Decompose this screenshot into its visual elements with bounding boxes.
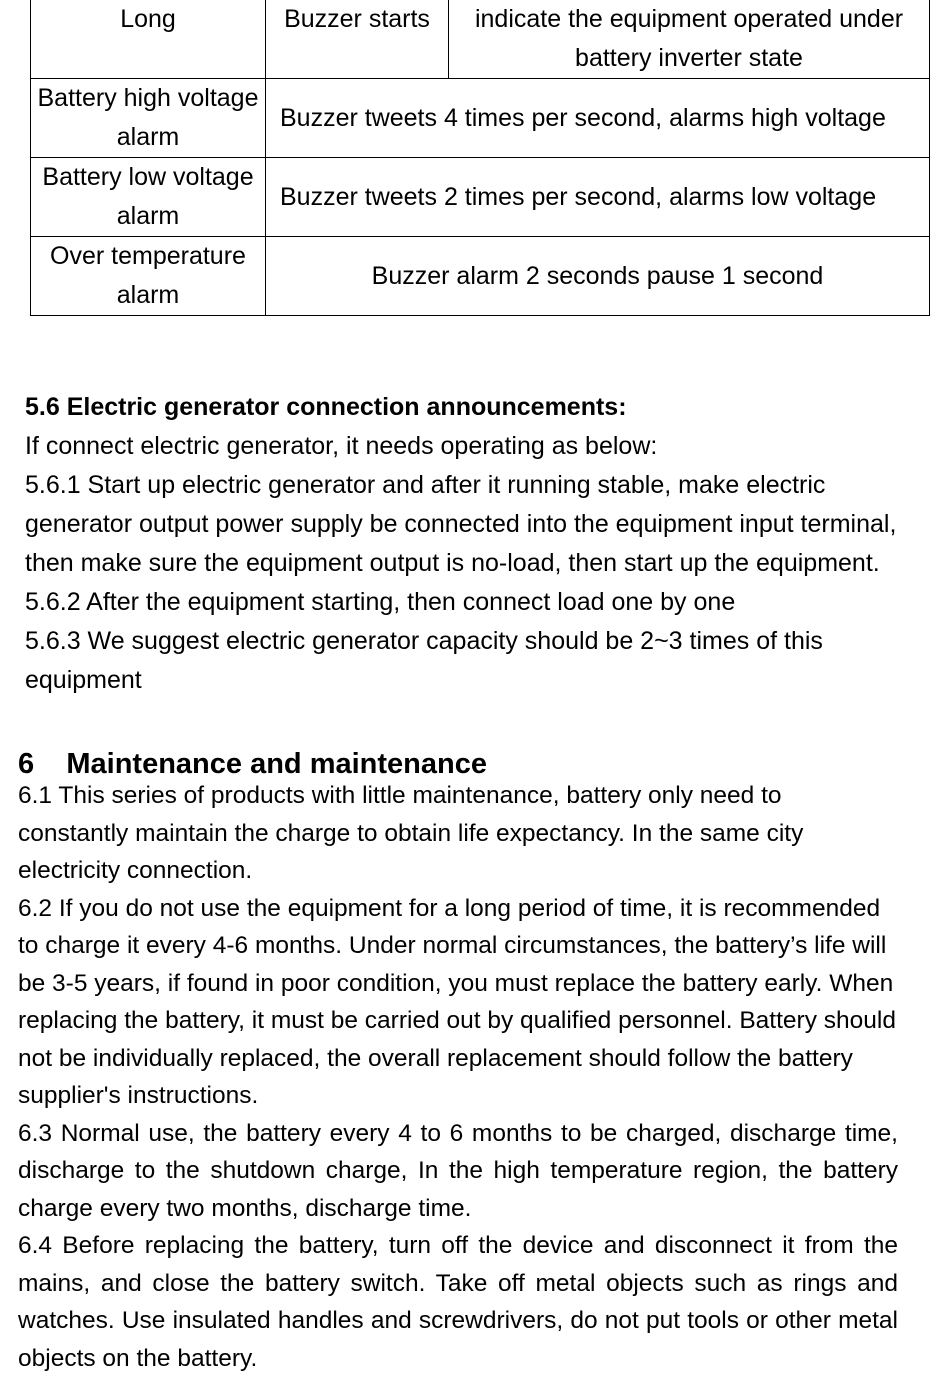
list-item: 5.6.2 After the equipment starting, then connect load one by one <box>25 588 736 616</box>
table-cell-condition: Battery low voltage alarm <box>31 158 266 237</box>
buzzer-alarm-table <box>30 0 930 316</box>
list-item: 5.6.1 Start up electric generator and after it running stable, make electric generator output power supply be connected into the equipment input terminal, then make sure the equipment output is no-load, then start up the equipment. <box>25 471 897 577</box>
table-cell-buzzer: Buzzer starts <box>266 0 449 79</box>
paragraph: 6.2 If you do not use the equipment for a long period of time, it is recommended to charge it every 4-6 months. Under normal circumstances, the battery’s life will be 3-5 years, if found in poor condition, you must replace the battery early. When replacing the battery, it must be carried out by qualified personnel. Battery should not be individually replaced, the overall replacement should follow the battery supplier's instructions. <box>18 894 896 1109</box>
table-row <box>31 237 930 316</box>
table-cell-description: Buzzer tweets 2 times per second, alarms low voltage <box>266 158 930 237</box>
table-cell-description: Buzzer alarm 2 seconds pause 1 second <box>266 237 930 316</box>
section-5-6 <box>25 388 930 700</box>
chapter-title-text: Maintenance and maintenance <box>66 748 487 780</box>
table-row <box>31 79 930 158</box>
list-item: 5.6.3 We suggest electric generator capacity should be 2~3 times of this equipment <box>25 627 823 694</box>
table-cell-description: indicate the equipment operated under battery inverter state <box>449 0 930 79</box>
table-cell-description: Buzzer tweets 4 times per second, alarms high voltage <box>266 79 930 158</box>
section-heading: 5.6 Electric generator connection announcements: <box>25 393 627 421</box>
section-intro: If connect electric generator, it needs operating as below: <box>25 432 658 460</box>
chapter-6-body <box>18 777 898 1377</box>
table-cell-condition: Long <box>31 0 266 79</box>
chapter-number: 6 <box>18 748 35 780</box>
table-cell-condition: Over temperature alarm <box>31 237 266 316</box>
paragraph: 6.4 Before replacing the battery, turn off the device and disconnect it from the mains, and close the battery switch. Take off metal objects such as rings and watches. Use insulated handles and screwdrivers, do not put tools or other metal objects on the battery. <box>18 1232 898 1372</box>
paragraph: 6.3 Normal use, the battery every 4 to 6 months to be charged, discharge time, discharge to the shutdown charge, In the high temperature region, the battery charge every two months, discharge time. <box>18 1119 898 1222</box>
paragraph: 6.1 This series of products with little maintenance, battery only need to constantly maintain the charge to obtain life expectancy. In the same city electricity connection. <box>18 782 804 884</box>
table-row-inverter <box>31 0 930 79</box>
table-row <box>31 158 930 237</box>
table-cell-condition: Battery high voltage alarm <box>31 79 266 158</box>
